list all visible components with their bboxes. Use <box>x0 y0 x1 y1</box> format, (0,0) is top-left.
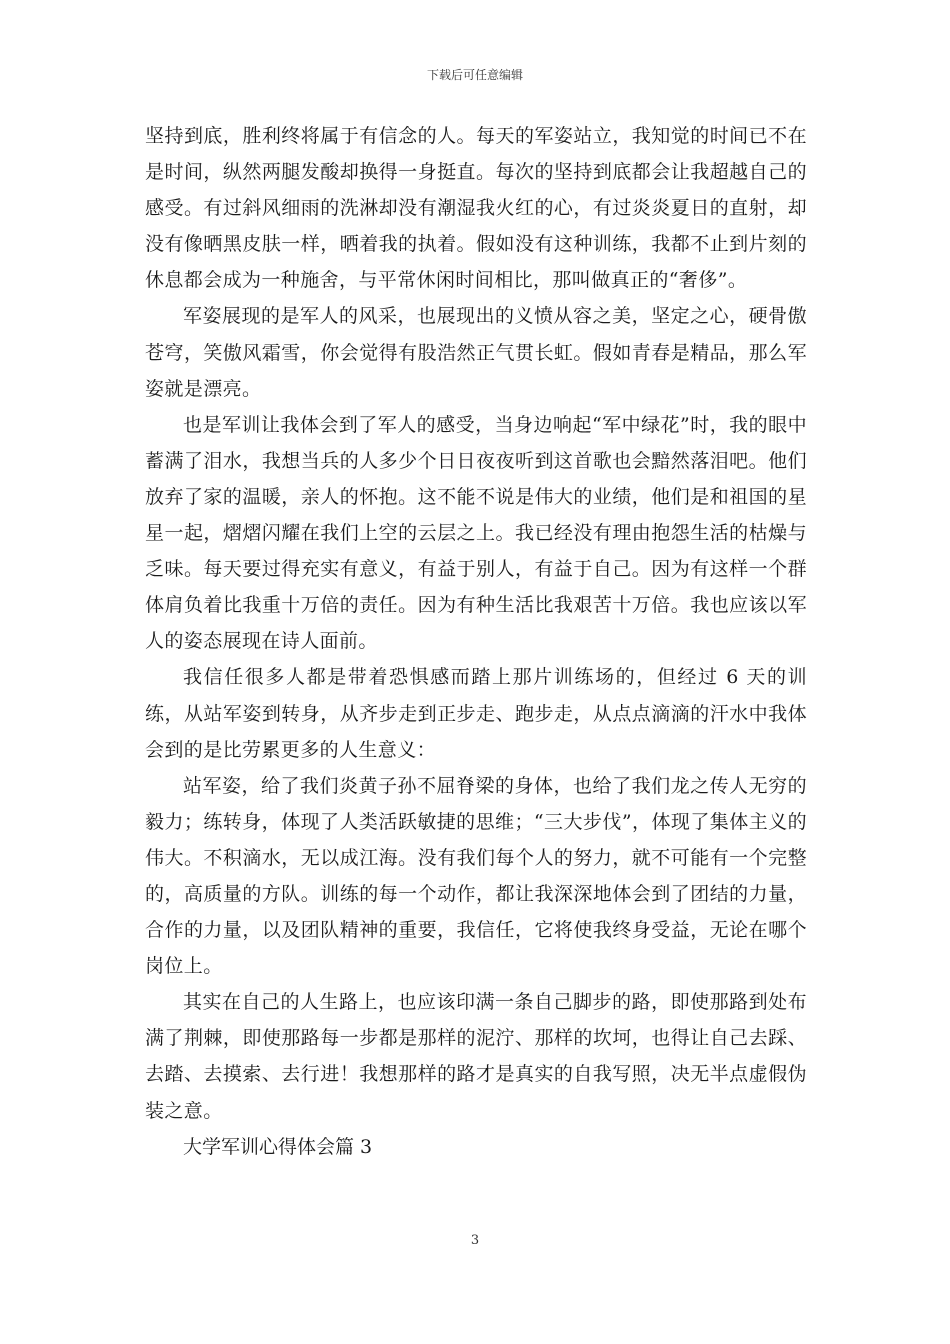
paragraph: 坚持到底，胜利终将属于有信念的人。每天的军姿站立，我知觉的时间已不在是时间，纵然两腿发酸却换得一身挺直。每次的坚持到底都会让我超越自己的感受。有过斜风细雨的洗淋却没有潮湿我火红的心，有过炎炎夏日的直射，却没有像晒黑皮肤一样，晒着我的执着。假如没有这种训练，我都不止到片刻的休息都会成为一种施舍，与平常休闲时间相比，那叫做真正的“奢侈”。 <box>145 125 807 292</box>
page-header: 下载后可任意编辑 <box>426 68 523 82</box>
document-body <box>145 118 807 1165</box>
section-heading: 大学军训心得体会篇 3 <box>183 1135 373 1158</box>
paragraph: 也是军训让我体会到了军人的感受，当身边响起“军中绿花”时，我的眼中蓄满了泪水，我想当兵的人多少个日日夜夜听到这首歌也会黯然落泪吧。他们放弃了家的温暖，亲人的怀抱。这不能不说是伟大的业绩，他们是和祖国的星星一起，熠熠闪耀在我们上空的云层之上。我已经没有理由抱怨生活的枯燥与乏味。每天要过得充实有意义，有益于别人，有益于自己。因为有这样一个群体肩负着比我重十万倍的责任。因为有种生活比我艰苦十万倍。我也应该以军人的姿态展现在诗人面前。 <box>145 413 807 653</box>
page-number: 3 <box>470 1233 480 1248</box>
paragraph: 站军姿，给了我们炎黄子孙不屈脊梁的身体，也给了我们龙之传人无穷的毅力；练转身，体现了人类活跃敏捷的思维；“三大步伐”，体现了集体主义的伟大。不积滴水，无以成江海。没有我们每个人的努力，就不可能有一个完整的，高质量的方队。训练的每一个动作，都让我深深地体会到了团结的力量，合作的力量，以及团队精神的重要，我信任，它将使我终身受益，无论在哪个岗位上。 <box>145 774 807 978</box>
paragraph: 其实在自己的人生路上，也应该印满一条自己脚步的路，即使那路到处布满了荆棘，即使那路每一步都是那样的泥泞、那样的坎坷，也得让自己去踩、去踏、去摸索、去行进！我想那样的路才是真实的自我写照，决无半点虚假伪装之意。 <box>145 991 807 1122</box>
paragraph: 我信任很多人都是带着恐惧感而踏上那片训练场的，但经过 6 天的训练，从站军姿到转身，从齐步走到正步走、跑步走，从点点滴滴的汗水中我体会到的是比劳累更多的人生意义： <box>145 666 807 761</box>
paragraph: 军姿展现的是军人的风采，也展现出的义愤从容之美，坚定之心，硬骨傲苍穹，笑傲风霜雪，你会觉得有股浩然正气贯长虹。假如青春是精品，那么军姿就是漂亮。 <box>145 305 807 400</box>
